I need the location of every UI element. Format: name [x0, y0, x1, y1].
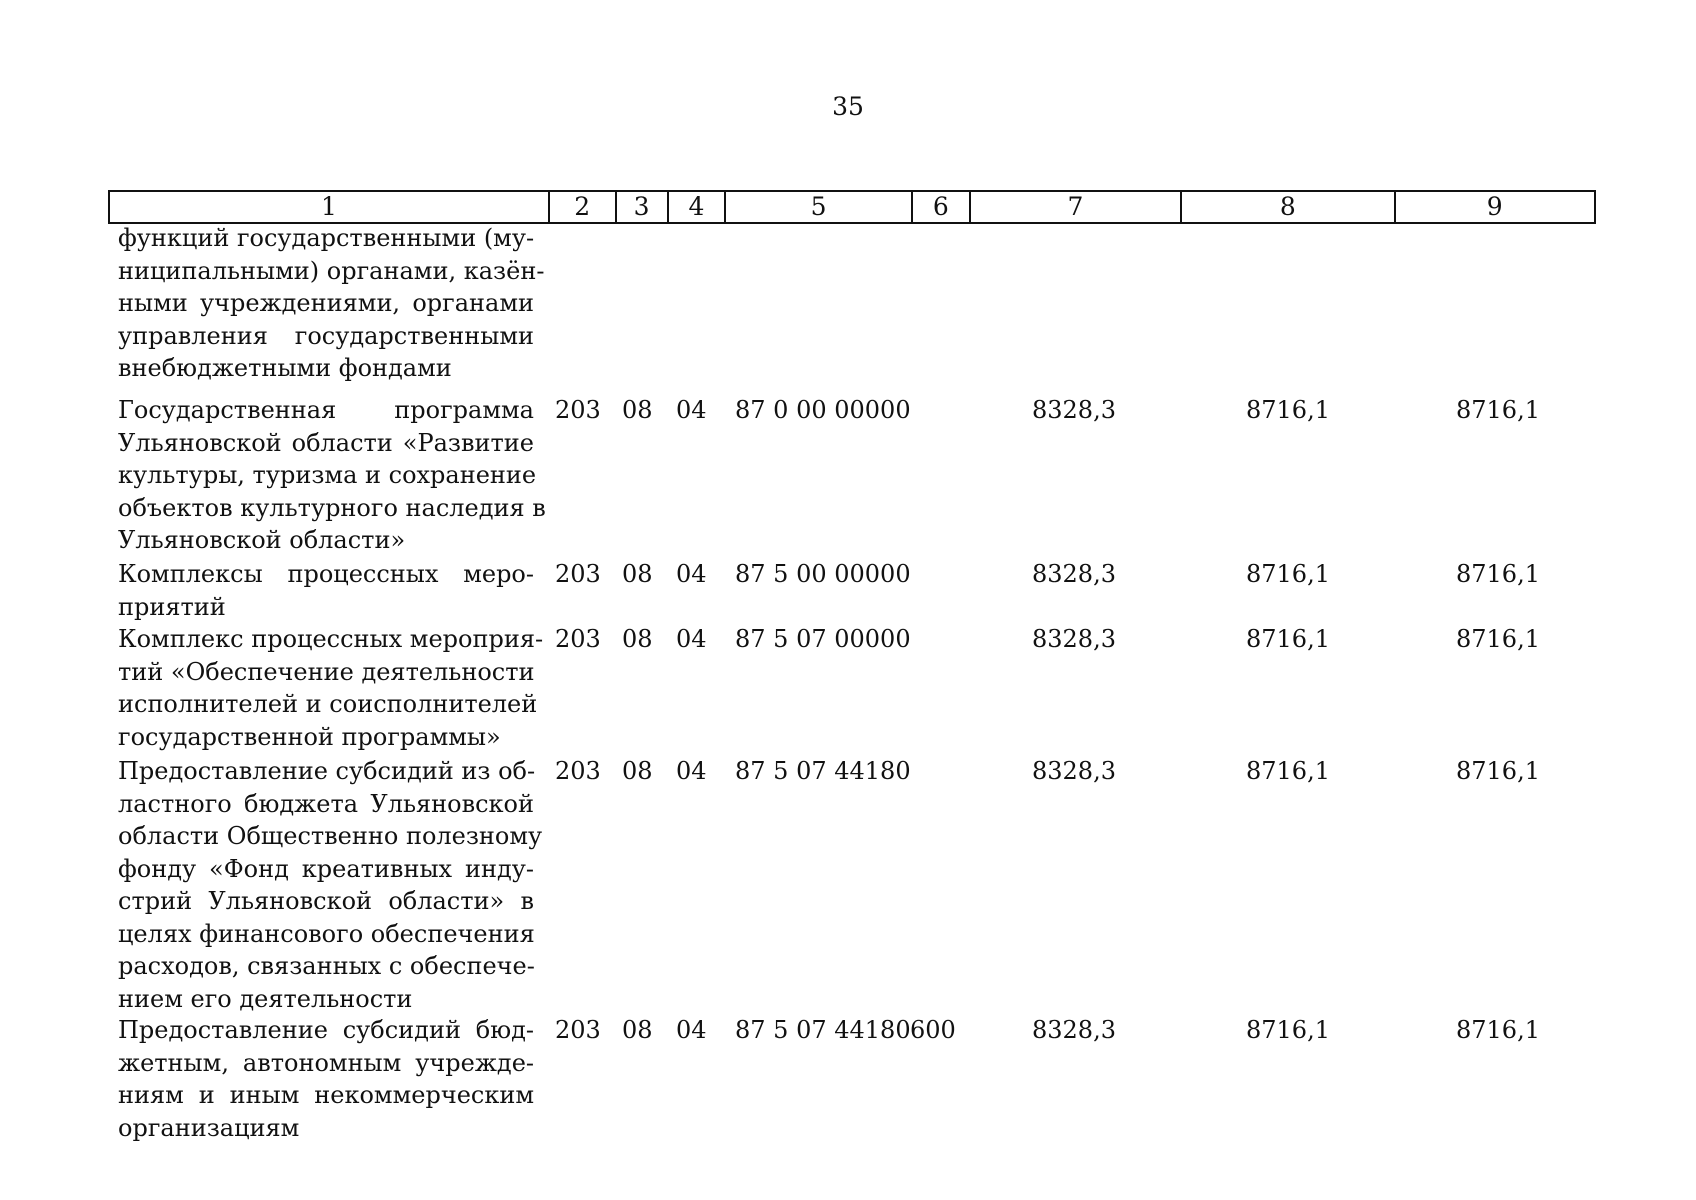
- header-col-9: 9: [1486, 192, 1503, 221]
- description-line: Государственная программа: [118, 396, 534, 424]
- cell-col-5: 87 5 07 00000: [735, 625, 911, 653]
- cell-col-7: 8328,3: [1032, 396, 1116, 424]
- description-line: Предоставление субсидий из об-: [118, 757, 536, 785]
- cell-col-9: 8716,1: [1456, 1016, 1540, 1044]
- cell-col-4: 04: [676, 1016, 707, 1044]
- cell-col-3: 08: [622, 1016, 653, 1044]
- description-line: Комплекс процессных мероприя-: [118, 625, 544, 653]
- description-line: Ульяновской области»: [118, 526, 406, 554]
- description-line: целях финансового обеспечения: [118, 919, 535, 948]
- cell-col-9: 8716,1: [1456, 560, 1540, 588]
- cell-col-5: 87 0 00 00000: [735, 396, 911, 424]
- cell-col-2: 203: [555, 757, 601, 785]
- description-line: Ульяновской области «Развитие: [118, 428, 534, 457]
- page-number: 35: [832, 92, 864, 121]
- description-line: ными учреждениями, органами: [118, 289, 534, 317]
- header-col-3: 3: [617, 192, 669, 222]
- description-line: ластного бюджета Ульяновской: [118, 789, 534, 818]
- description-line: ниям и иным некоммерческим: [118, 1081, 534, 1109]
- cell-col-3: 08: [622, 757, 653, 785]
- cell-col-3: 08: [622, 560, 653, 588]
- header-col-5: 5: [726, 192, 913, 222]
- description-line: культуры, туризма и сохранение: [118, 461, 537, 489]
- cell-col-7: 8328,3: [1032, 757, 1116, 785]
- description-line: жетным, автономным учрежде-: [118, 1048, 534, 1077]
- cell-col-9: 8716,1: [1456, 396, 1540, 424]
- cell-col-2: 203: [555, 1016, 601, 1044]
- description-line: функций государственными (му-: [118, 224, 535, 252]
- cell-col-5: 87 5 07 44180: [735, 757, 911, 785]
- description-line: ниципальными) органами, казён-: [118, 256, 545, 285]
- cell-col-6: 600: [910, 1016, 956, 1044]
- row-description: [118, 394, 546, 557]
- description-line: расходов, связанных с обеспече-: [118, 952, 535, 980]
- description-line: области Общественно полезному: [118, 822, 543, 850]
- description-line: объектов культурного наследия в: [118, 493, 546, 522]
- header-col-7: 7: [971, 192, 1182, 222]
- description-line: нием его деятельности: [118, 984, 413, 1013]
- cell-col-2: 203: [555, 560, 601, 588]
- description-line: государственной программы»: [118, 722, 501, 751]
- row-description: [118, 1014, 534, 1144]
- cell-col-8: 8716,1: [1246, 625, 1330, 653]
- description-line: стрий Ульяновской области» в: [118, 887, 534, 915]
- cell-col-8: 8716,1: [1246, 757, 1330, 785]
- header-col-8: 8: [1182, 192, 1395, 222]
- cell-col-7: 8328,3: [1032, 1016, 1116, 1044]
- description-line: организациям: [118, 1113, 300, 1142]
- description-line: Предоставление субсидий бюд-: [118, 1016, 534, 1044]
- cell-col-8: 8716,1: [1246, 396, 1330, 424]
- cell-col-4: 04: [676, 757, 707, 785]
- cell-col-9: 8716,1: [1456, 625, 1540, 653]
- row-description: [118, 222, 545, 385]
- header-col-2: 2: [550, 192, 617, 222]
- description-line: Комплексы процессных меро-: [118, 560, 534, 588]
- cell-col-8: 8716,1: [1246, 1016, 1330, 1044]
- cell-col-3: 08: [622, 396, 653, 424]
- description-line: управления государственными: [118, 321, 534, 350]
- cell-col-3: 08: [622, 625, 653, 653]
- cell-col-2: 203: [555, 396, 601, 424]
- cell-col-8: 8716,1: [1246, 560, 1330, 588]
- description-line: фонду «Фонд креативных инду-: [118, 854, 534, 883]
- cell-col-4: 04: [676, 560, 707, 588]
- description-line: тий «Обеспечение деятельности: [118, 657, 535, 686]
- cell-col-2: 203: [555, 625, 601, 653]
- cell-col-7: 8328,3: [1032, 625, 1116, 653]
- row-description: [118, 623, 544, 753]
- description-line: исполнителей и соисполнителей: [118, 690, 538, 718]
- header-col-6: 6: [913, 192, 971, 222]
- cell-col-4: 04: [676, 396, 707, 424]
- cell-col-5: 87 5 00 00000: [735, 560, 911, 588]
- description-line: внебюджетными фондами: [118, 354, 452, 382]
- row-description: [118, 755, 543, 1015]
- header-col-1: 1: [110, 192, 550, 222]
- cell-col-9: 8716,1: [1456, 757, 1540, 785]
- cell-col-5: 87 5 07 44180: [735, 1016, 911, 1044]
- table-header: [108, 190, 1596, 224]
- description-line: приятий: [118, 592, 226, 621]
- cell-col-7: 8328,3: [1032, 560, 1116, 588]
- cell-col-4: 04: [676, 625, 707, 653]
- row-description: [118, 558, 534, 623]
- header-col-4: 4: [669, 192, 727, 222]
